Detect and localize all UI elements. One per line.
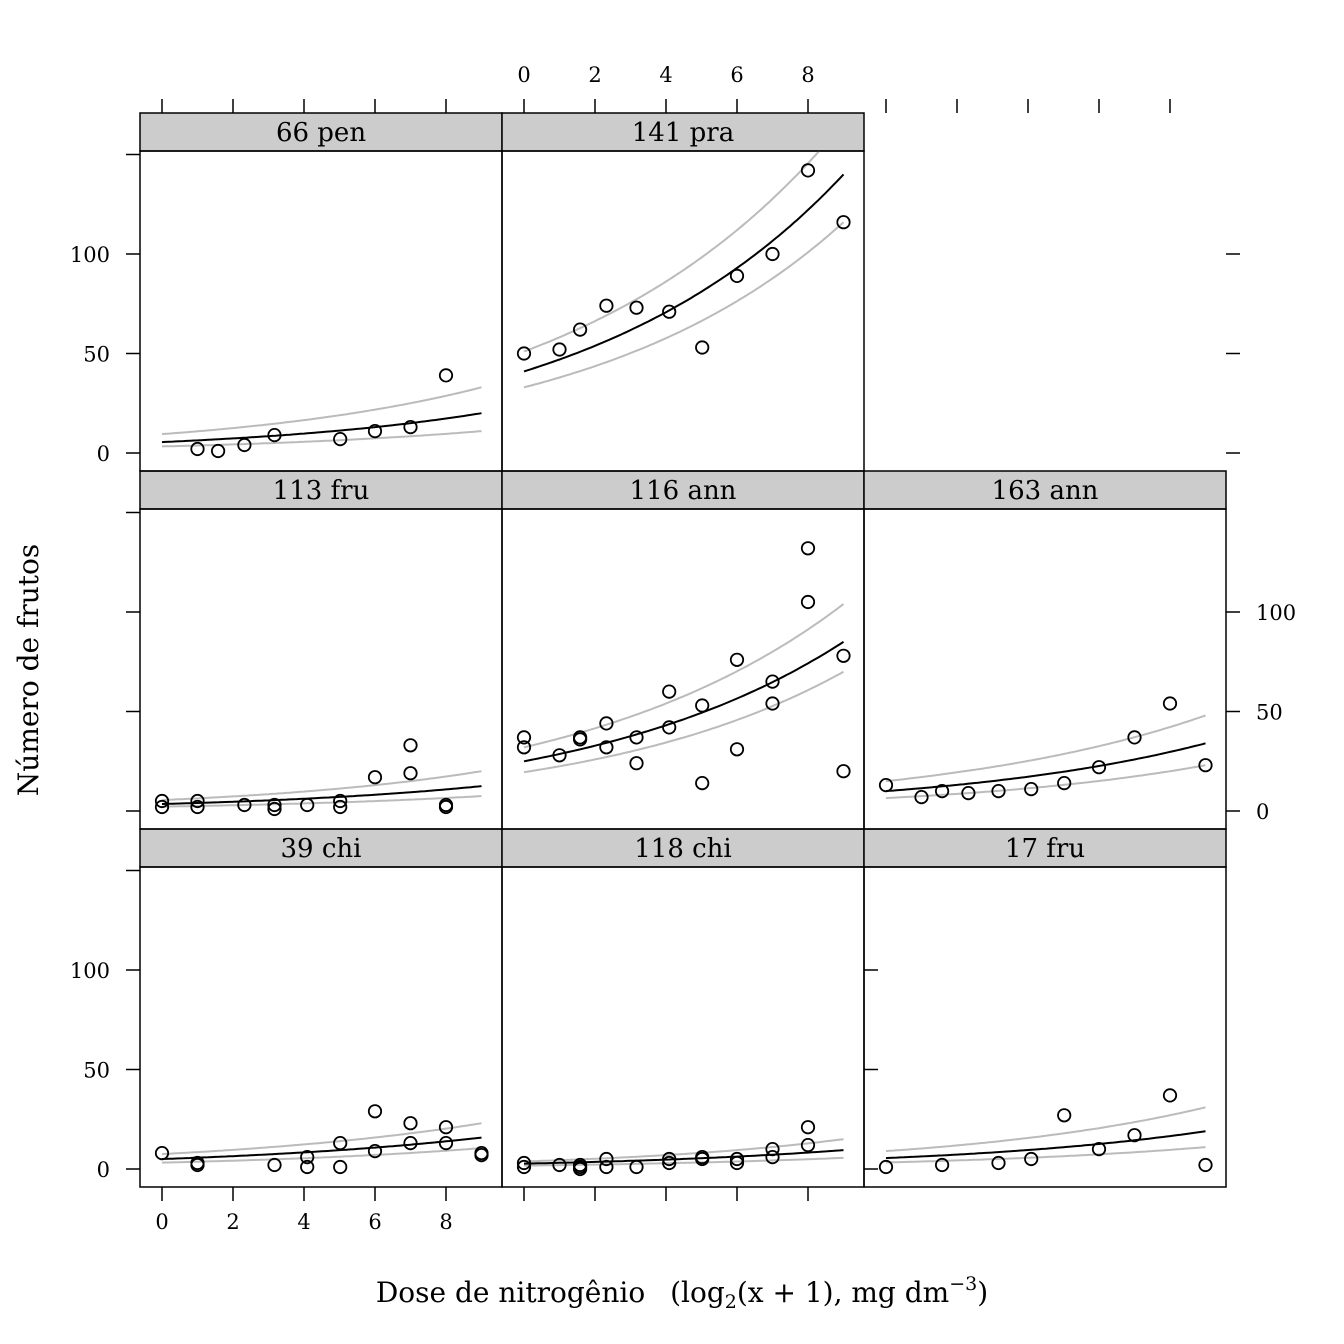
upper-band-line [886,1107,1206,1151]
fit-line [524,174,844,371]
data-point [440,1137,452,1149]
fit-line [162,1138,482,1159]
y-tick-label-left: 100 [69,959,110,983]
data-point [1199,1159,1211,1171]
panel-frame [140,867,502,1187]
panel-frame [864,867,1226,1187]
data-point [802,1121,814,1133]
y-tick-label-right: 50 [1256,700,1283,725]
data-point [1058,777,1070,789]
upper-band-line [524,123,844,352]
upper-band-line [886,716,1206,782]
data-point [334,1161,346,1173]
x-axis-title [376,1273,988,1313]
data-point [802,542,814,554]
data-point [212,445,224,457]
y-tick-label-right: 0 [1256,800,1270,824]
x-tick-label-bottom: 6 [368,1210,382,1234]
data-point [766,1143,778,1155]
data-point [630,302,642,314]
panel-39-chi [140,829,502,1187]
y-tick-label-left: 50 [83,342,110,367]
data-point [404,1137,416,1149]
panel-17-fru [864,829,1226,1187]
upper-band-line [162,771,482,800]
data-point [696,699,708,711]
lower-band-line [524,672,844,773]
panel-116-ann [502,471,864,829]
panel-frame [502,151,864,471]
data-point [600,300,612,312]
lower-band-line [524,222,844,387]
data-point [369,1105,381,1117]
data-point [518,347,530,359]
x-axis-title-main: Dose de nitrogênio [375,1276,646,1309]
panel-strip-label: 118 chi [634,834,732,864]
data-point [268,1159,280,1171]
y-tick-label-left: 0 [96,442,110,466]
upper-band-line [524,604,844,747]
panel-163-ann [864,471,1226,829]
panel-frame [502,509,864,829]
data-point [630,731,642,743]
panel-strip-label: 17 fru [1004,834,1086,864]
panel-strip-label: 66 pen [275,118,367,148]
fit-line [162,786,482,804]
data-point [802,596,814,608]
data-point [404,1117,416,1129]
y-tick-label-left: 0 [96,1158,110,1182]
x-axis-title-close: ) [977,1276,989,1309]
data-point [301,799,313,811]
x-tick-label-top: 8 [801,63,815,87]
fit-line [886,743,1206,791]
data-point [802,1139,814,1151]
data-point [1164,1089,1176,1101]
data-point [696,341,708,353]
panel-strip-label: 163 ann [991,476,1099,506]
x-tick-label-top: 4 [659,63,673,87]
x-axis-title-sub: 2 [724,1291,737,1313]
data-point [802,164,814,176]
x-tick-label-bottom: 8 [439,1210,453,1234]
x-axis-title-mid: (x + 1), mg dm [736,1276,950,1309]
upper-band-line [162,1123,482,1154]
data-point [663,721,675,733]
panel-141-pra [502,113,864,471]
fit-line [524,642,844,761]
data-point [837,650,849,662]
data-point [1164,697,1176,709]
panel-66-pen [140,113,502,471]
fit-line [524,1150,844,1164]
data-point [1058,1109,1070,1121]
data-point [369,771,381,783]
x-tick-label-top: 6 [730,63,744,87]
y-tick-label-left: 100 [69,243,110,267]
panels-layer [140,113,1226,1187]
panel-strip-label: 113 fru [272,476,370,506]
panel-strip-label: 116 ann [629,476,737,506]
data-point [440,369,452,381]
x-tick-label-top: 0 [517,63,531,87]
lower-band-line [162,1148,482,1163]
data-point [630,757,642,769]
lower-band-line [886,765,1206,798]
y-tick-label-right: 100 [1256,601,1297,625]
x-axis-title-sup: −3 [949,1273,978,1295]
data-point [731,743,743,755]
panel-strip-label: 39 chi [280,834,362,864]
data-point [404,767,416,779]
axes-layer [70,63,1296,1234]
panel-strip-label: 141 pra [631,118,735,148]
x-tick-label-bottom: 0 [155,1210,169,1234]
data-point [766,248,778,260]
data-point [731,270,743,282]
panel-frame [140,509,502,829]
data-point [663,685,675,697]
x-tick-label-bottom: 4 [297,1210,311,1234]
upper-band-line [162,387,482,434]
x-tick-label-bottom: 2 [226,1210,240,1234]
y-axis-title: Número de frutos [12,543,45,797]
data-point [837,765,849,777]
data-point [696,777,708,789]
panel-frame [864,509,1226,829]
data-point [1025,1153,1037,1165]
data-point [404,739,416,751]
panel-frame [140,151,502,471]
y-tick-label-left: 50 [83,1058,110,1083]
data-point [731,654,743,666]
x-axis-title-open: (log [670,1276,725,1309]
data-point [553,343,565,355]
panel-118-chi [502,829,864,1187]
data-point [630,1161,642,1173]
panel-113-fru [140,471,502,829]
data-point [880,1161,892,1173]
x-tick-label-top: 2 [588,63,602,87]
data-point [334,1137,346,1149]
